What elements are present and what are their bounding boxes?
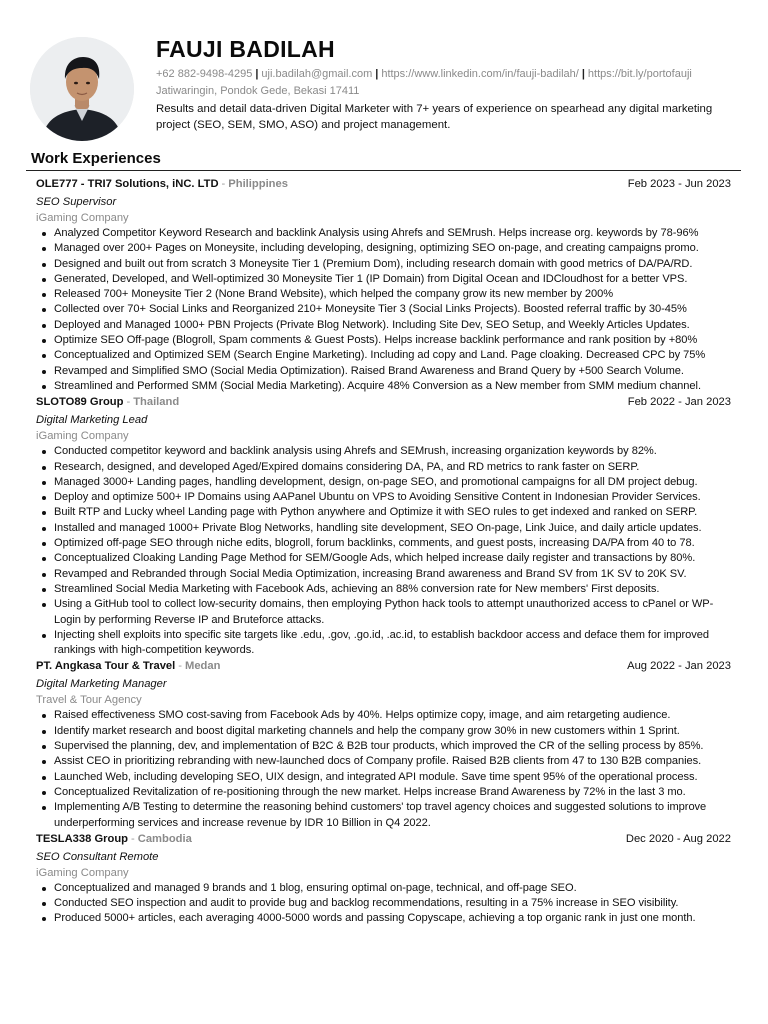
achievement-item: Designed and built out from scratch 3 Moneysite Tier 1 (Premium Dom), including research domain with good metrics of DA/PA/RD. (54, 257, 736, 272)
job-dates: Aug 2022 - Jan 2023 (627, 660, 731, 673)
job-dates: Dec 2020 - Aug 2022 (625, 832, 731, 845)
address: Jatiwaringin, Pondok Gede, Bekasi 17411 (156, 85, 360, 97)
achievement-item: Implementing A/B Testing to determine the reasoning behind customers' top travel agency choices and suggested solutions to improve underperforming services and increase revenue by IDR 10 Billion in Q4 2022. (54, 800, 736, 831)
job-title: SEO Supervisor (36, 196, 117, 208)
company-industry: iGaming Company (36, 866, 129, 879)
achievement-item: Installed and managed 1000+ Private Blog Networks, handling site development, SEO On-page, Link Juice, and daily article updates. (54, 521, 736, 536)
job-title: Digital Marketing Manager (36, 678, 167, 691)
achievement-item: Conceptualized Revitalization of re-positioning through the new market. Helps increase Brand Awareness by 72% in the last 3 mo. (54, 785, 736, 800)
contact-line (156, 68, 692, 80)
job-location: Medan (185, 660, 221, 673)
resume-header (0, 0, 768, 150)
phone-number: +62 882-9498-4295 (156, 68, 253, 80)
job-location: Philippines (228, 178, 288, 190)
job-entry (36, 396, 736, 658)
achievement-item: Produced 5000+ articles, each averaging 4000-5000 words and passing Copyscape, achieving a top organic rank in just one month. (54, 911, 736, 926)
achievement-item: Optimized off-page SEO through niche edits, blogroll, forum backlinks, comments, and guest posts, increasing DA/PA from 40 to 78. (54, 536, 736, 551)
company-name: TESLA338 Group (36, 832, 129, 845)
job-header (36, 178, 736, 194)
achievement-item: Launched Web, including developing SEO, UIX design, and integrated API module. Save time spent 95% of the operational process. (54, 770, 736, 785)
job-location: Thailand (133, 396, 180, 409)
achievement-item: Revamped and Rebranded through Social Media Optimization, increasing Brand awareness and Brand SV from 1K SV to 20K SV. (54, 567, 736, 582)
profile-photo (30, 37, 134, 141)
job-header (36, 833, 736, 849)
company-name: PT. Angkasa Tour & Travel (36, 660, 176, 673)
company-dash: - (131, 832, 135, 845)
candidate-name: FAUJI BADILAH (156, 36, 335, 62)
job-dates: Feb 2022 - Jan 2023 (627, 396, 731, 409)
achievement-item: Streamlined Social Media Marketing with Facebook Ads, achieving an 88% conversion rate for New members' First deposits. (54, 582, 736, 597)
contact-separator: | (255, 68, 259, 80)
contact-separator: | (581, 68, 585, 80)
professional-summary: Results and detail data-driven Digital Marketer with 7+ years of experience on spearhead any digital marketing project (SEO, SEM, SMO, ASO) and project management. (156, 103, 713, 131)
achievement-item: Analyzed Competitor Keyword Research and backlink Analysis using Ahrefs and SEMrush. Helps increase org. keywords by 78-96% (54, 226, 736, 241)
linkedin-link[interactable]: https://www.linkedin.com/in/fauji-badilah/ (381, 68, 579, 80)
job-title: Digital Marketing Lead (36, 414, 148, 427)
achievement-item: Raised effectiveness SMO cost-saving from Facebook Ads by 40%. Helps optimize copy, image, and aim retargeting audience. (54, 708, 736, 723)
job-header (36, 660, 736, 676)
job-dates: Feb 2023 - Jun 2023 (627, 178, 731, 190)
section-divider (26, 170, 741, 171)
achievement-list (36, 881, 736, 927)
profile-photo-image (30, 37, 134, 141)
company-dash: - (126, 396, 131, 409)
email-link[interactable]: uji.badilah@gmail.com (261, 68, 373, 80)
achievement-item: Managed 3000+ Landing pages, handling development, design, on-page SEO, and promotional campaigns for all DM project debug. (54, 475, 736, 490)
achievement-item: Supervised the planning, dev, and implementation of B2C & B2B tour products, which improved the CR of the selling process by 85%. (54, 739, 736, 754)
achievement-item: Using a GitHub tool to collect low-security domains, then employing Python hack tools to attempt unauthorized access to cPanel or WP-Login by performing Reverse IP and Bruteforce attacks. (54, 597, 736, 628)
job-entry (36, 833, 736, 927)
achievement-item: Research, designed, and developed Aged/Expired domains considering DA, PA, and RD metrics to rank faster on SERP. (54, 460, 736, 475)
achievement-item: Managed over 200+ Pages on Moneysite, including developing, designing, optimizing SEO on-page, and creating campaigns promo. (54, 241, 736, 256)
achievement-list (36, 708, 736, 830)
achievement-list (36, 444, 736, 658)
company-name: SLOTO89 Group (36, 396, 124, 409)
achievement-item: Collected over 70+ Social Links and Reorganized 210+ Moneysite Tier 3 (Social Links Projects). Boosted referral traffic by 30-45% (54, 302, 736, 317)
section-title-work-experiences: Work Experiences (31, 150, 161, 167)
achievement-item: Revamped and Simplified SMO (Social Media Optimization). Raised Brand Awareness and Brand Query by +500 Search Volume. (54, 364, 736, 379)
achievement-list (36, 226, 736, 394)
achievement-item: Conducted competitor keyword and backlink analysis using Ahrefs and SEMrush, increasing organization keywords by 82%. (54, 444, 736, 459)
achievement-item: Deployed and Managed 1000+ PBN Projects (Private Blog Network). Including Site Dev, SEO Setup, and Weekly Articles Updates. (54, 318, 736, 333)
company-dash: - (221, 178, 226, 190)
company-industry: Travel & Tour Agency (36, 694, 142, 707)
achievement-item: Injecting shell exploits into specific site targets like .edu, .gov, .go.id, .ac.id, to establish backdoor access and deface them for improved rankings with high-competition keywords. (54, 628, 736, 659)
company-industry: iGaming Company (36, 430, 129, 443)
achievement-item: Conceptualized and Optimized SEM (Search Engine Marketing). Including ad copy and Land. Page cloaking. Decreased CPC by 75% (54, 348, 736, 363)
achievement-item: Conducted SEO inspection and audit to provide bug and backlog recommendations, resulting in a 75% increase in SEO visibility. (54, 896, 736, 911)
achievement-item: Released 700+ Moneysite Tier 2 (None Brand Website), which helped the company grow its new member by 200% (54, 287, 736, 302)
achievement-item: Assist CEO in prioritizing rebranding with new-launched docs of Company profile. Raised B2B clients from 47 to 130 B2B companies. (54, 754, 736, 769)
job-title: SEO Consultant Remote (36, 850, 159, 863)
job-entry (36, 178, 736, 394)
achievement-item: Optimize SEO Off-page (Blogroll, Spam comments & Guest Posts). Helps increase backlink performance and rank position by +80% (54, 333, 736, 348)
company-name: OLE777 - TRI7 Solutions, iNC. LTD (36, 178, 219, 190)
job-header (36, 396, 736, 412)
job-location: Cambodia (137, 832, 192, 845)
achievement-item: Built RTP and Lucky wheel Landing page with Python anywhere and Optimize it with SEO rules to get indexed and ranked on SERP. (54, 505, 736, 520)
achievement-item: Streamlined and Performed SMM (Social Media Marketing). Acquire 48% Conversion as a New member from SMM medium channel. (54, 379, 736, 394)
achievement-item: Generated, Developed, and Well-optimized 30 Moneysite Tier 1 (IP Domain) from Digital Ocean and IDCloudhost for a better VPS. (54, 272, 736, 287)
contact-separator: | (375, 68, 379, 80)
work-experience-list (36, 178, 736, 929)
portfolio-link[interactable]: https://bit.ly/portofauji (587, 68, 692, 80)
company-dash: - (178, 660, 182, 673)
achievement-item: Conceptualized Cloaking Landing Page Method for SEM/Google Ads, which helped increase daily register and transactions by 80%. (54, 551, 736, 566)
achievement-item: Deploy and optimize 500+ IP Domains using AAPanel Ubuntu on VPS to Avoiding Sensitive Content in Indonesian Provider Services. (54, 490, 736, 505)
company-industry: iGaming Company (36, 212, 129, 224)
job-entry (36, 660, 736, 830)
achievement-item: Identify market research and boost digital marketing channels and help the company grow 30% in new customers within 1 Sprint. (54, 724, 736, 739)
achievement-item: Conceptualized and managed 9 brands and 1 blog, ensuring optimal on-page, technical, and off-page SEO. (54, 881, 736, 896)
